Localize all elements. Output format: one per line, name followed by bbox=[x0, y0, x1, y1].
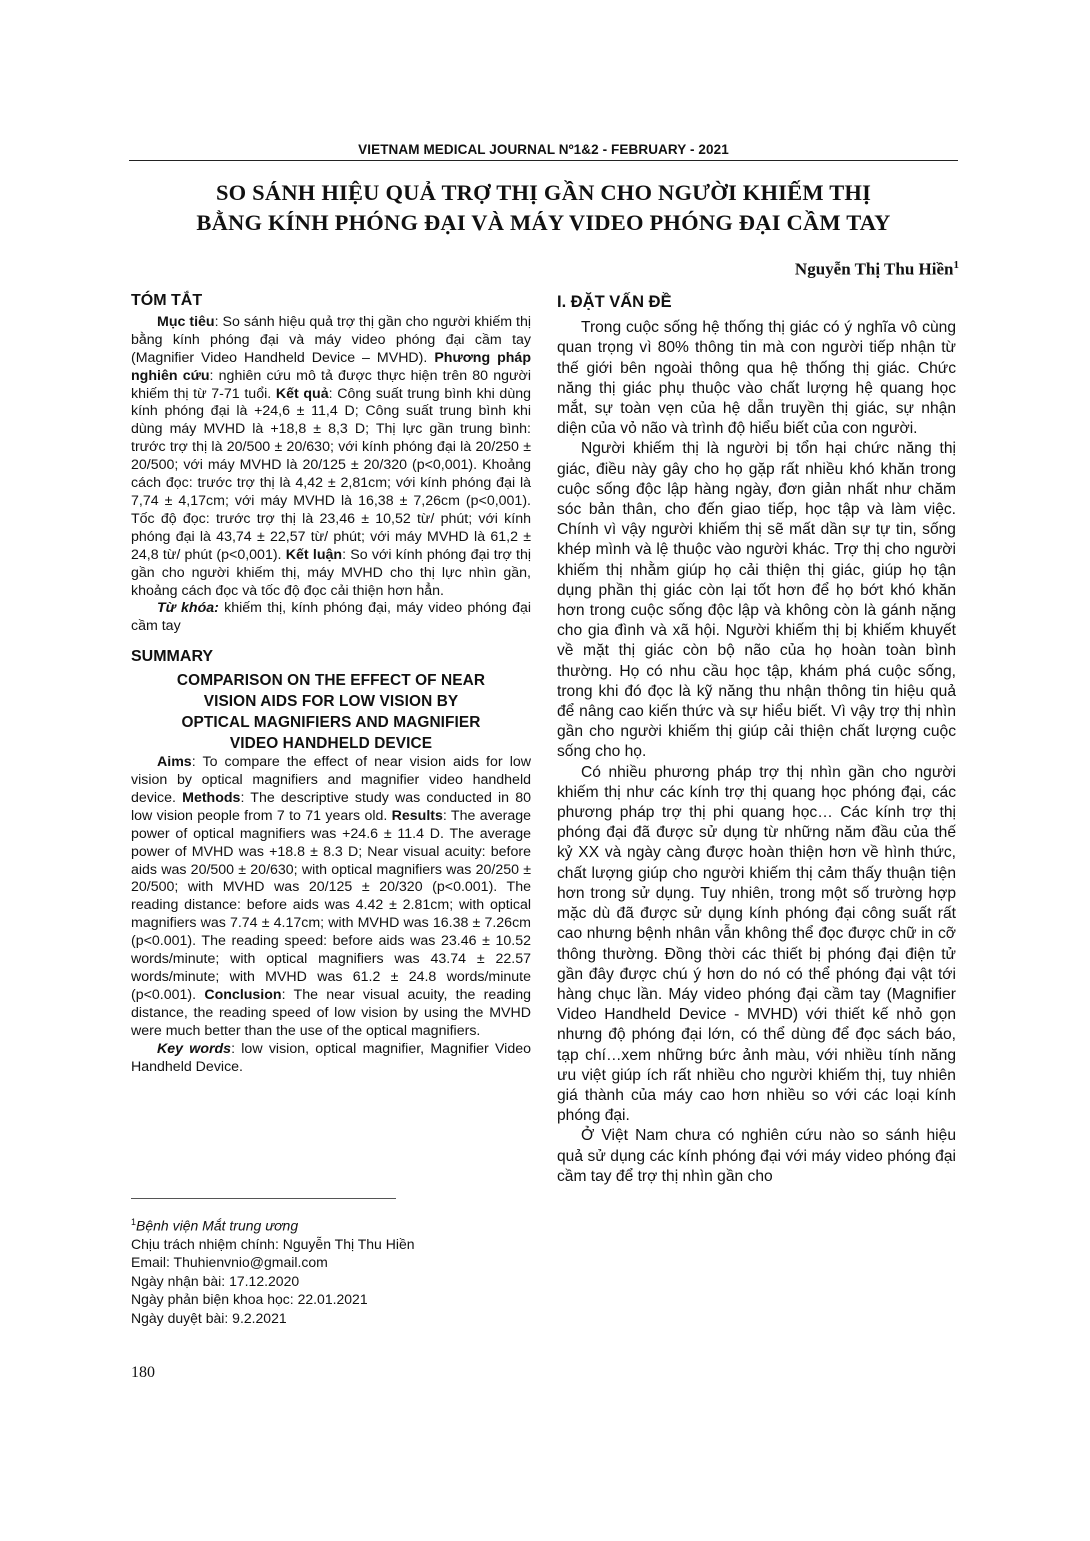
footnote-received: Ngày nhận bài: 17.12.2020 bbox=[131, 1272, 300, 1289]
footnote-affiliation bbox=[131, 1213, 511, 1235]
summary-abstract bbox=[131, 754, 531, 1041]
text-run: : The average power of optical magnifiers was +24.6 ± 11.4 D. The average power of MVHD was +18.8 ± 8.3 D; Near visual acuity: before aids was 20/500 ± 20/630; with optical magnifiers was 20/250 ± 20/500; with MVHD was 20/125 ± 20/320 (p<0.001). The reading distance: before aids was 4.42 ± 2.81cm; with optical magnifiers was 7.74 ± 4.17cm; with MVHD was 16.38 ± 7.26cm (p<0.001). The reading speed: before aids was 23.46 ± 10.52 words/minute; with optical magnifiers was 43.74 ± 22.57 words/minute; with MVHD was 61.2 ± 24.8 words/minute (p<0.001). bbox=[131, 807, 531, 1003]
header-rule bbox=[129, 160, 958, 161]
title-line-1: SO SÁNH HIỆU QUẢ TRỢ THỊ GẦN CHO NGƯỜI KHIẾM THỊ bbox=[215, 180, 872, 205]
author-affiliation-mark: 1 bbox=[953, 259, 959, 271]
text-run: : Công suất trung bình khi dùng kính phóng đại là +24,6 ± 11,4 D; Công suất trung bình khi dùng máy MVHD là +18,8 ± 8,3 D; Thị lực gần trung bình: trước trợ thị là 20/500 ± 20/630; với kính phóng đại là 20/250 ± 20/500; với máy MVHD là 20/125 ± 20/320 (p<0,001). Khoảng cách đọc: trước trợ thị là 4,42 ± 2,81cm; với kính phóng đại là 7,74 ± 4,17cm; với máy MVHD là 16,38 ± 7,26cm (p<0,001). Tốc độ đọc: trước trợ thị là 23,46 ± 10,52 từ/ phút; với kính phóng đại là 43,74 ± 22,57 từ/ phút; với máy MVHD là 61,2 ± 24,8 từ/ phút (p<0,001). bbox=[131, 385, 531, 563]
bold-label: Results bbox=[391, 807, 443, 824]
bold-label: Kết luận bbox=[285, 546, 343, 563]
summary-title-line-3: OPTICAL MAGNIFIERS AND MAGNIFIER bbox=[181, 714, 481, 732]
footnote-affiliation-mark: 1 bbox=[131, 1217, 137, 1227]
text-run: : low vision, optical magnifier, Magnifier Video Handheld Device. bbox=[131, 1040, 532, 1075]
intro-paragraph: Có nhiều phương pháp trợ thị nhìn gần cho người khiếm thị như các kính trợ thị quang học phóng đại, các phương pháp trợ thị phi quang học… Các kính trợ thị phóng đại đã được sử dụng từ những năm đầu của thế kỷ XX và ngày càng được hoàn thiện hơn về hình thức, chất lượng giúp cho người khiếm thị cảm thấy thuận tiện hơn trong sử dụng. Tuy nhiên, trong một số trường hợp mặc dù đã được sử dụng kính phóng đại công suất rất cao nhưng bệnh nhân vẫn không thể đọc được chữ in cỡ thông thường. Đồng thời các thiết bị phóng đại điện tử gần đây được chú ý hơn do nó có thể phóng đại vật tới hàng chục lần. Máy video phóng đại cầm tay (Magnifier Video Handheld Device - MVHD) với thiết kế nhỏ gọn nhưng độ phóng đại lớn, có thể dùng để đọc sách báo, tạp chí…xem những bức ảnh màu, với nhiều tính năng ưu việt giúp ích rất nhiều cho người khiếm thị, tuy nhiên giá thành của máy cao hơn nhiều so với các loại kính phóng đại. bbox=[557, 763, 956, 1125]
footnote-corresponding: Chịu trách nhiệm chính: Nguyễn Thị Thu Hiền bbox=[131, 1236, 415, 1253]
text-run: : nghiên cứu mô tả được thực hiện trên 80 người khiếm thị từ 7-71 tuổi. bbox=[131, 367, 531, 402]
bold-label: Aims bbox=[157, 754, 192, 771]
author-name: Nguyễn Thị Thu Hiền bbox=[794, 259, 954, 279]
summary-title bbox=[131, 670, 531, 754]
left-column bbox=[131, 292, 531, 1076]
bold-label: Phương pháp nghiên cứu bbox=[131, 349, 531, 384]
tomtat-keywords bbox=[131, 600, 531, 636]
summary-heading: SUMMARY bbox=[131, 648, 214, 666]
text-run: : The near visual acuity, the reading distance, the reading speed of low vision by using the MVHD were much better than the use of the optical magnifiers. bbox=[131, 986, 532, 1039]
author bbox=[795, 259, 959, 280]
page-number: 180 bbox=[131, 1364, 155, 1381]
bold-label: Kết quả bbox=[275, 385, 329, 402]
footnote-accepted: Ngày duyệt bài: 9.2.2021 bbox=[131, 1309, 287, 1326]
footnote-affiliation-text: Bệnh viện Mắt trung ương bbox=[136, 1217, 299, 1234]
summary-title-line-4: VIDEO HANDHELD DEVICE bbox=[229, 735, 433, 753]
intro-heading: I. ĐẶT VẤN ĐỀ bbox=[557, 293, 672, 311]
intro-paragraph: Ở Việt Nam chưa có nghiên cứu nào so sánh hiệu quả sử dụng các kính phóng đại với máy video phóng đại cầm tay để trợ thị nhìn gần cho bbox=[557, 1127, 956, 1185]
summary-keywords bbox=[131, 1041, 531, 1077]
intro-paragraph: Người khiếm thị là người bị tổn hại chức năng thị giác, điều này gây cho họ gặp rất nhiều khó khăn trong cuộc sống độc lập hàng ngày, đơn giản nhất như chăm sóc bản thân, cho đến giao tiếp, học tập và làm việc. Chính vì vậy người khiếm thị sẽ mất dần sự tự tin, sống khép mình và lệ thuộc vào người khác. Trợ thị cho người khiếm thị nhằm giúp họ cải thiện thị giác, giúp họ tận dụng phần thị giác còn lại tốt hơn để họ bớt khó khăn hơn trong cuộc sống độc lập và không còn là gánh nặng cho gia đình và xã hội. Người khiếm thị bị khiếm khuyết về mặt thị giác còn bộ não của họ hoàn toàn bình thường. Họ có nhu cầu học tập, khám phá cuộc sống, trong khi đó đọc là kỹ năng thu nhận thông tin hiệu quả để nâng cao kiến thức và sự hiểu biết. Vì vậy trợ thị nhìn gần cho người khiếm thị giúp cải thiện chất lượng cuộc sống cho họ. bbox=[557, 440, 956, 761]
footnote-reviewed: Ngày phản biện khoa học: 22.01.2021 bbox=[131, 1291, 368, 1308]
article-title bbox=[129, 178, 958, 238]
keywords-label: Key words bbox=[157, 1040, 232, 1057]
tomtat-abstract bbox=[131, 314, 531, 601]
text-run: : So với kính phóng đại trợ thị gần cho người khiếm thị, máy MVHD cho thị lực nhìn gần, khoảng cách đọc và tốc độ đọc cải thiện hơn hẳn. bbox=[131, 546, 532, 599]
bold-label: Mục tiêu bbox=[157, 313, 215, 330]
text-run: : So sánh hiệu quả trợ thị gần cho người khiếm thị bằng kính phóng đại và máy video phóng đại cầm tay (Magnifier Video Handheld Device – MVHD). bbox=[131, 313, 532, 366]
tomtat-heading: TÓM TẮT bbox=[131, 292, 203, 309]
running-header: VIETNAM MEDICAL JOURNAL Nº1&2 - FEBRUARY - 2021 bbox=[358, 142, 729, 157]
footnote-rule bbox=[131, 1198, 396, 1199]
text-run: khiếm thị, kính phóng đại, máy video phóng đại cầm tay bbox=[131, 600, 531, 635]
bold-label: Conclusion bbox=[204, 986, 282, 1003]
text-run: : The descriptive study was conducted in 80 low vision people from 7 to 71 years old. bbox=[131, 789, 531, 824]
keywords-label: Từ khóa: bbox=[157, 600, 219, 617]
title-line-2: BẰNG KÍNH PHÓNG ĐẠI VÀ MÁY VIDEO PHÓNG ĐẠI CẦM TAY bbox=[196, 210, 891, 235]
text-run: : To compare the effect of near vision aids for low vision by optical magnifiers and magnifier video handheld device. bbox=[131, 754, 531, 806]
spacer bbox=[131, 636, 531, 648]
right-column bbox=[557, 292, 956, 1187]
intro-paragraph: Trong cuộc sống hệ thống thị giác có ý nghĩa vô cùng quan trọng vì 80% thông tin mà con người tiếp nhận từ thế giới bên ngoài thông qua hệ thống thị giác. Chức năng thị giác phụ thuộc vào chất lượng hệ quang học mắt, sự toàn vẹn của hệ dẫn truyền thị giác, sự nhận diện của vỏ não và trình độ hiểu biết của con người. bbox=[557, 319, 956, 438]
summary-title-line-1: COMPARISON ON THE EFFECT OF NEAR bbox=[176, 672, 486, 690]
summary-title-line-2: VISION AIDS FOR LOW VISION BY bbox=[203, 693, 459, 711]
footnote-email: Email: Thuhienvnio@gmail.com bbox=[131, 1254, 328, 1271]
bold-label: Methods bbox=[182, 789, 241, 806]
footnotes bbox=[131, 1213, 511, 1327]
